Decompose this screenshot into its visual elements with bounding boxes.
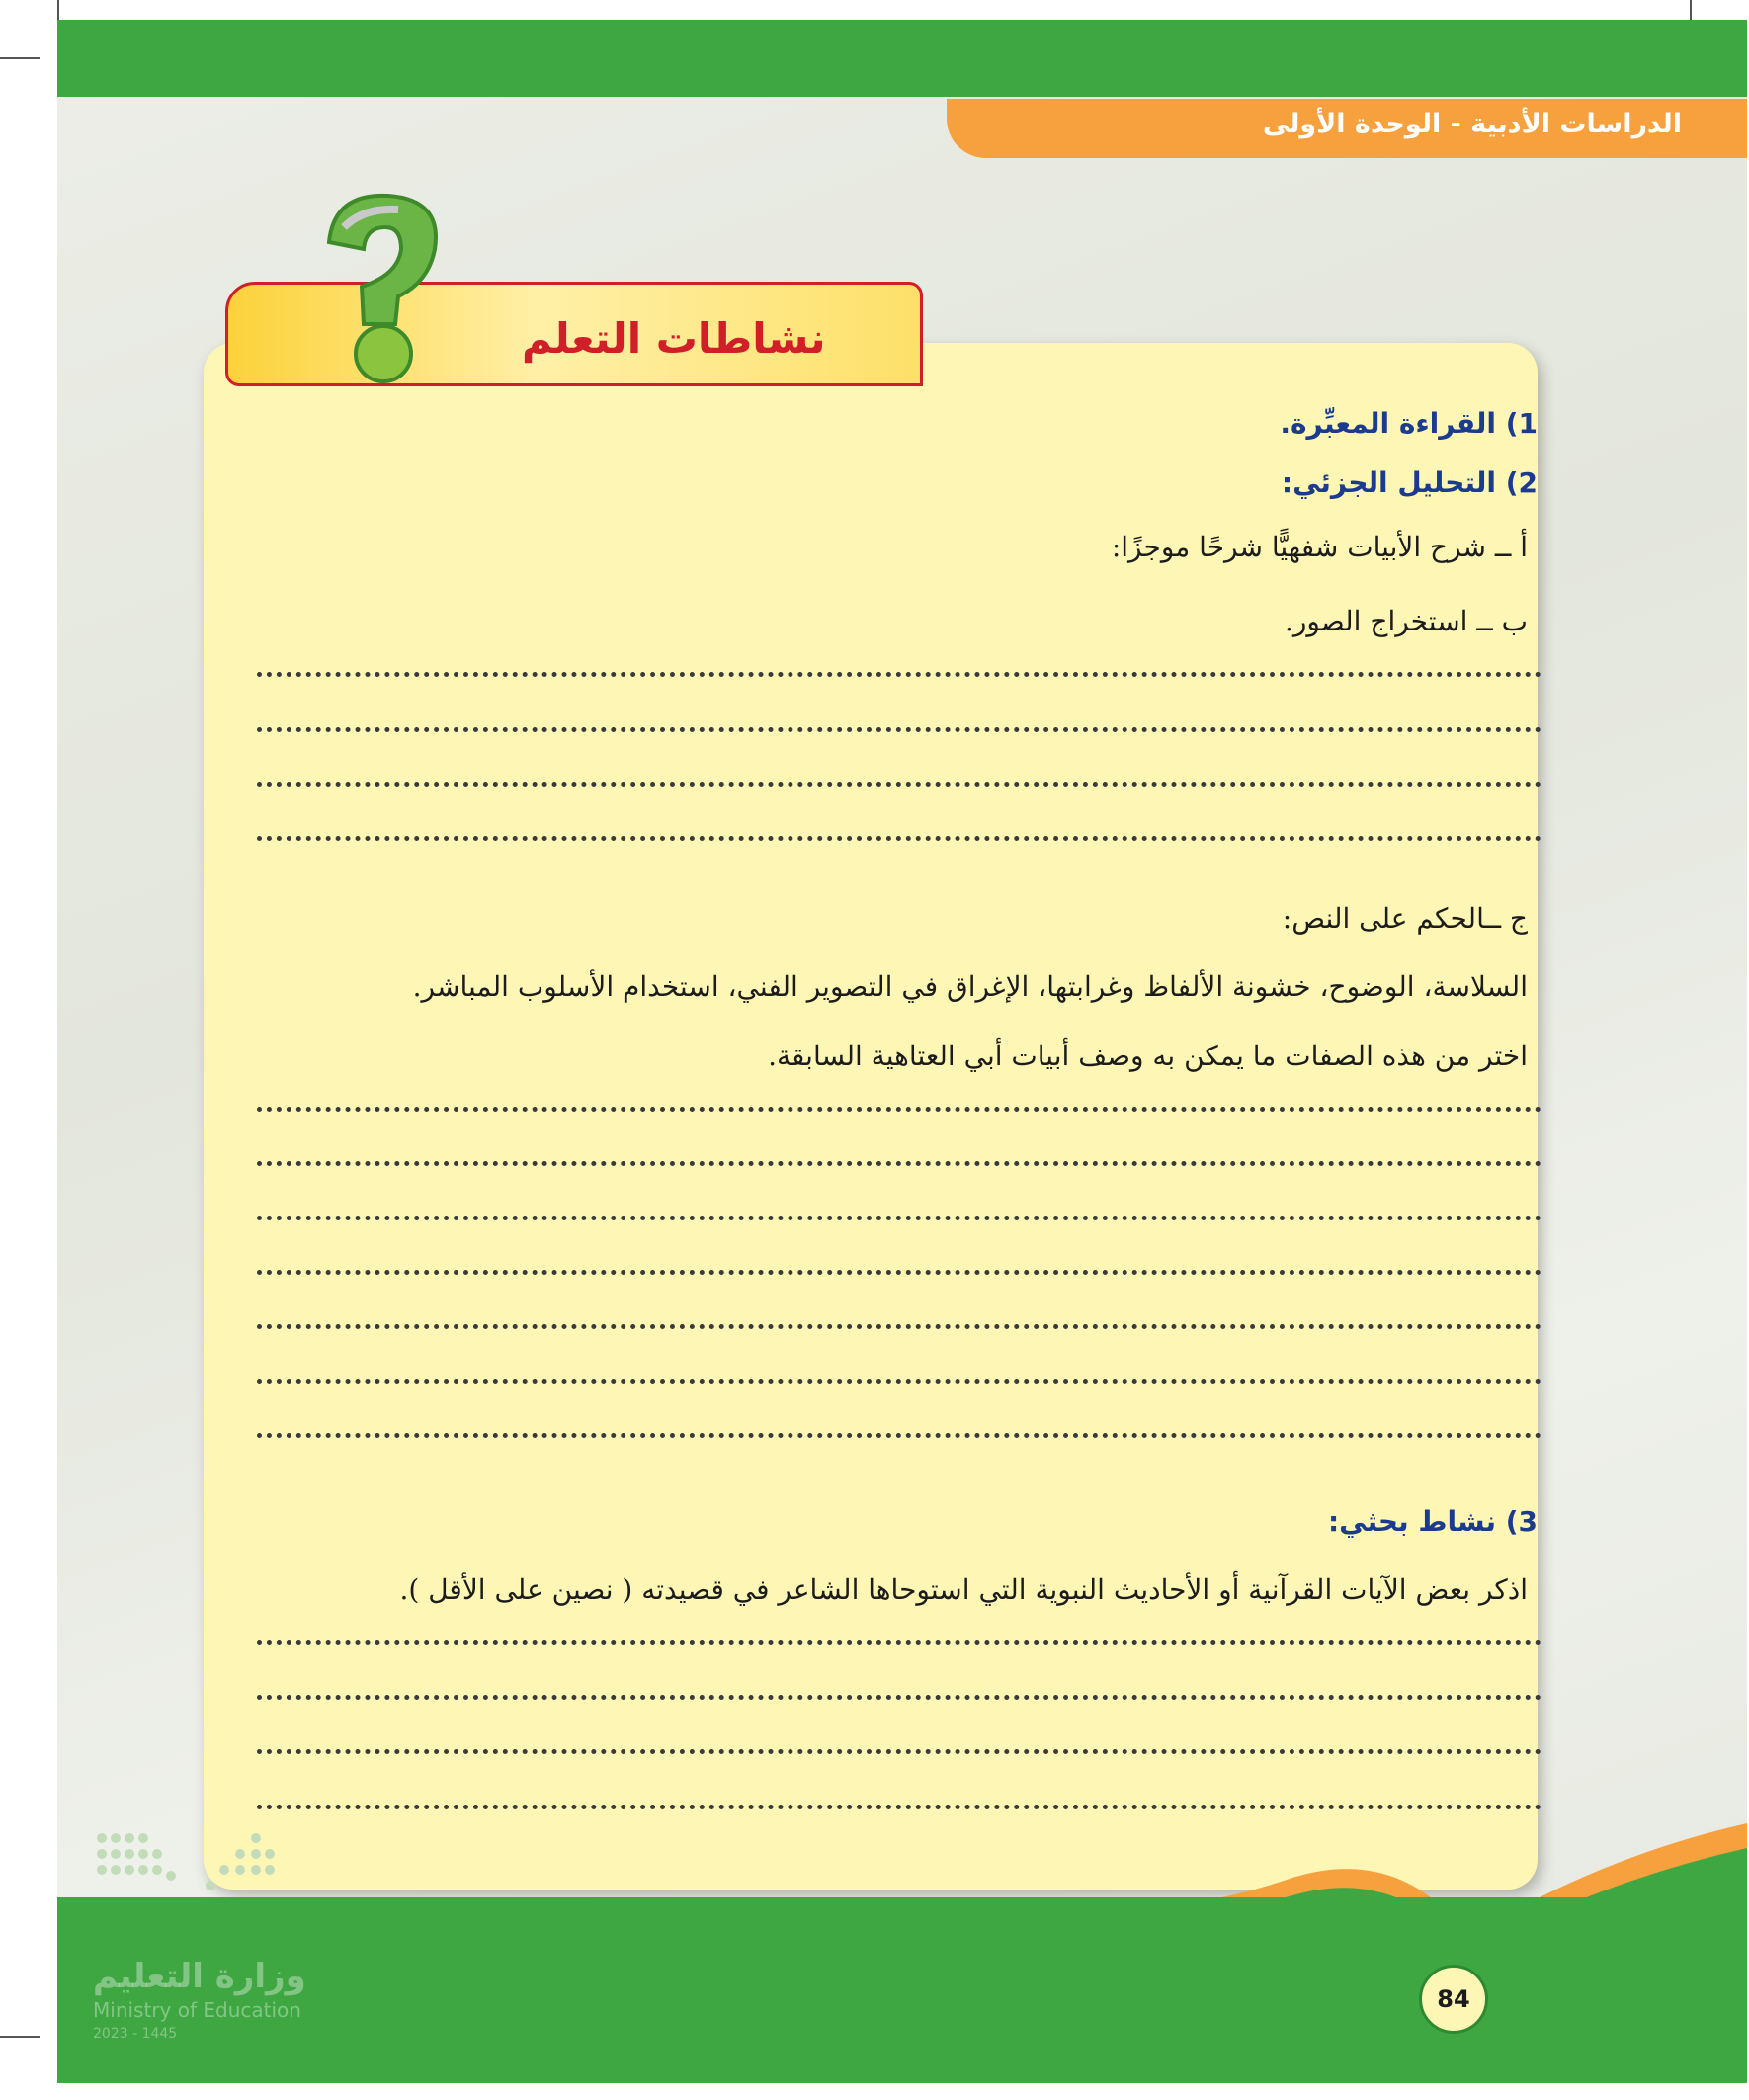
answer-dotted-line[interactable] [257, 1695, 1541, 1700]
textbook-page [57, 20, 1747, 2083]
top-green-band [57, 20, 1747, 97]
answer-dotted-line[interactable] [257, 1640, 1541, 1645]
question-mark-icon [304, 188, 462, 385]
crop-mark [0, 2036, 40, 2038]
answer-dotted-line[interactable] [257, 1324, 1541, 1329]
choose-traits-prompt: اختر من هذه الصفات ما يمكن به وصف أبيات أبي العتاهية السابقة. [768, 1040, 1528, 1072]
traits-list: السلاسة، الوضوح، خشونة الألفاظ وغرابتها، الإغراق في التصوير الفني، استخدام الأسلوب المباشر. [412, 970, 1528, 1003]
crop-mark [0, 57, 40, 59]
answer-dotted-line[interactable] [257, 1107, 1541, 1112]
activity-extract-images: ب ــ استخراج الصور. [1284, 605, 1528, 637]
bottom-green-band [57, 1897, 1747, 2083]
activity-reading-heading: 1) القراءة المعبِّرة. [1280, 407, 1538, 440]
answer-dotted-line[interactable] [257, 672, 1541, 677]
answer-dotted-line[interactable] [257, 1379, 1541, 1384]
activities-title: نشاطات التعلم [522, 314, 826, 363]
activities-panel [204, 343, 1538, 1890]
answer-dotted-line[interactable] [257, 782, 1541, 787]
answer-dotted-line[interactable] [257, 1270, 1541, 1275]
answer-dotted-line[interactable] [257, 1749, 1541, 1754]
answer-dotted-line[interactable] [257, 1805, 1541, 1809]
answer-dotted-line[interactable] [257, 727, 1541, 732]
activity-explain-lines: أ ــ شرح الأبيات شفهيًّا شرحًا موجزًا: [1111, 531, 1528, 563]
activity-judgement: ج ــالحكم على النص: [1282, 902, 1528, 935]
ministry-name-arabic: وزارة التعليم [93, 1957, 306, 1996]
answer-dotted-line[interactable] [257, 836, 1541, 841]
answer-dotted-line[interactable] [257, 1161, 1541, 1166]
answer-dotted-line[interactable] [257, 1216, 1541, 1220]
ministry-year: 2023 - 1445 [93, 2026, 178, 2042]
ministry-logo-dots-icon [92, 1828, 290, 1917]
research-prompt: اذكر بعض الآيات القرآنية أو الأحاديث النبوية التي استوحاها الشاعر في قصيدته ( نصين على الأقل ). [399, 1573, 1528, 1606]
answer-dotted-line[interactable] [257, 1433, 1541, 1438]
activity-research-heading: 3) نشاط بحثي: [1327, 1505, 1538, 1538]
ministry-name-english: Ministry of Education [93, 1998, 301, 2022]
page-number: 84 [1419, 1965, 1488, 2034]
activity-analysis-heading: 2) التحليل الجزئي: [1281, 466, 1538, 499]
unit-title: الدراسات الأدبية - الوحدة الأولى [1262, 109, 1682, 139]
